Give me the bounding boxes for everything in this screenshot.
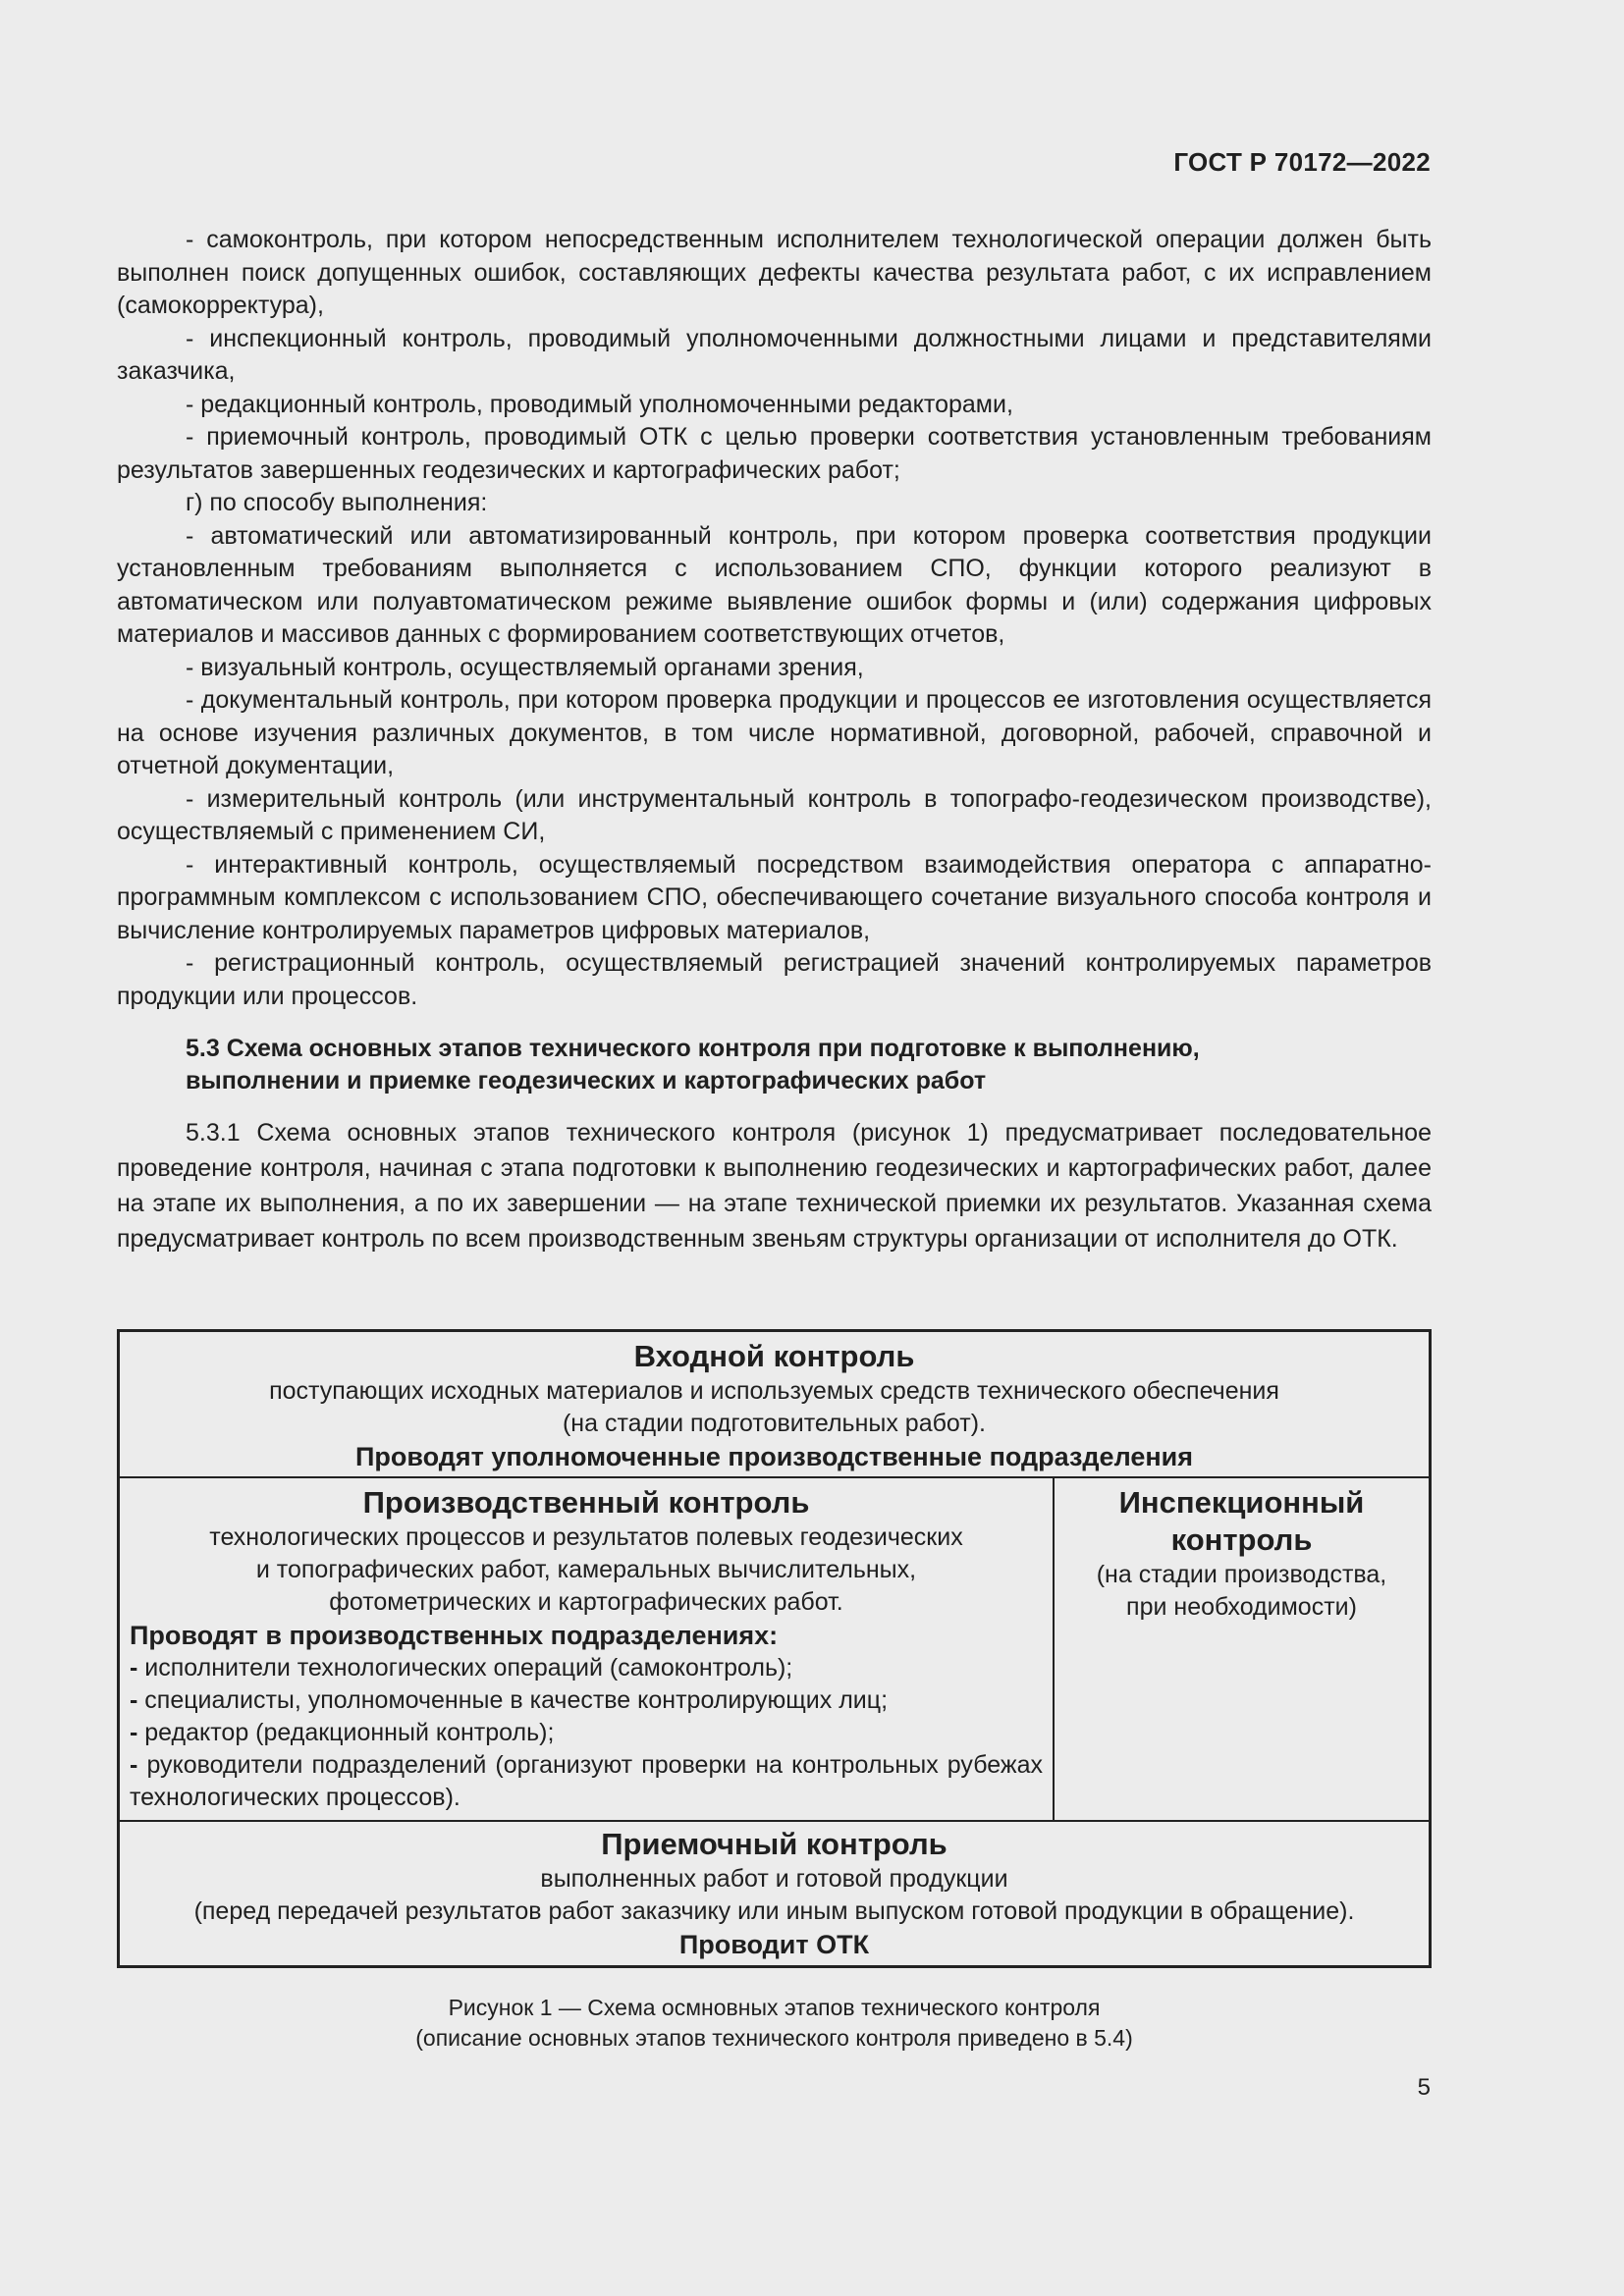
block-title: Входной контроль xyxy=(633,1339,915,1373)
block-title: контроль xyxy=(1170,1522,1313,1557)
body-text xyxy=(117,224,1432,1256)
block-text: при необходимости) xyxy=(1126,1593,1357,1621)
paragraph: - автоматический или автоматизированный контроль, при котором проверка соответствия продукции установленным требованиям выполняется с использованием СПО, функции которого реализуют в автоматическом или полуавтоматическом режиме выявление ошибок формы и (или) содержания цифровых материалов и массивов данных с формированием соответствующих отчетов, xyxy=(117,521,1432,648)
control-scheme-figure xyxy=(117,1329,1432,1968)
list-item: - редактор (редакционный контроль); xyxy=(130,1719,555,1746)
block-title: Приемочный контроль xyxy=(601,1827,947,1861)
middle-row xyxy=(120,1478,1429,1822)
block-title: Производственный контроль xyxy=(362,1485,810,1520)
paragraph: - интерактивный контроль, осуществляемый посредством взаимодействия оператора с аппаратно-программным комплексом с использованием СПО, обеспечивающего сочетание визуального способа контроля и вычисление контролируемых параметров цифровых материалов, xyxy=(117,850,1432,944)
paragraph: - регистрационный контроль, осуществляемый регистрацией значений контролируемых параметров продукции или процессов. xyxy=(117,949,1432,1010)
paragraph: 5.3.1 Схема основных этапов технического контроля (рисунок 1) предусматривает последовательное проведение контроля, начиная с этапа подготовки к выполнению геодезических и картографических работ, далее на этапе их выполнения, а по их завершении — на этапе технической приемки их результатов. Указанная схема предусматривает контроль по всем производственным звеньям структуры организации от исполнителя до ОТК. xyxy=(117,1119,1432,1253)
input-control-block xyxy=(120,1332,1429,1478)
caption-line: (описание основных этапов технического контроля приведено в 5.4) xyxy=(415,2025,1133,2051)
section-heading-line: выполнении и приемке геодезических и картографических работ xyxy=(186,1067,987,1095)
paragraph: - визуальный контроль, осуществляемый органами зрения, xyxy=(186,653,864,681)
paragraph: - измерительный контроль (или инструментальный контроль в топографо-геодезическом производстве), осуществляемый с применением СИ, xyxy=(117,784,1432,845)
block-text: фотометрических и картографических работ. xyxy=(329,1588,843,1616)
block-text: выполненных работ и готовой продукции xyxy=(540,1865,1008,1893)
list-item: - специалисты, уполномоченные в качестве контролирующих лиц; xyxy=(130,1686,889,1714)
block-text: технологических процессов и результатов полевых геодезических xyxy=(209,1523,963,1551)
block-text: и топографических работ, камеральных вычислительных, xyxy=(255,1556,917,1583)
block-bold: Проводят уполномоченные производственные подразделения xyxy=(354,1442,1194,1471)
page-number: 5 xyxy=(1417,2074,1431,2101)
production-control-block xyxy=(120,1478,1055,1820)
paragraph: - самоконтроль, при котором непосредственным исполнителем технологической операции должен быть выполнен поиск допущенных ошибок, составляющих дефекты качества результата работ, с их исправлением (самокорректура), xyxy=(117,226,1432,319)
inspection-control-block xyxy=(1055,1478,1429,1820)
paragraph: г) по способу выполнения: xyxy=(186,489,488,516)
paragraph: - документальный контроль, при котором проверка продукции и процессов ее изготовления осуществляется на основе изучения различных документов, в том числе нормативной, договорной, рабочей, справочной и отчетной документации, xyxy=(117,686,1432,779)
block-bold: Проводит ОТК xyxy=(678,1930,870,1959)
block-text: поступающих исходных материалов и используемых средств технического обеспечения xyxy=(269,1377,1279,1405)
figure-caption xyxy=(117,1993,1432,2054)
block-text: (на стадии производства, xyxy=(1096,1561,1387,1588)
acceptance-control-block xyxy=(120,1822,1429,1965)
block-bold: Проводят в производственных подразделениях: xyxy=(130,1621,779,1650)
paragraph: - редакционный контроль, проводимый уполномоченными редакторами, xyxy=(186,390,1013,418)
list-item: - руководители подразделений (организуют проверки на контрольных рубежах технологических процессов). xyxy=(130,1751,1043,1811)
document-id: ГОСТ Р 70172—2022 xyxy=(1173,147,1431,177)
section-heading xyxy=(117,1033,1432,1097)
list-item: - исполнители технологических операций (самоконтроль); xyxy=(130,1654,793,1682)
block-title: Инспекционный xyxy=(1118,1485,1365,1520)
block-text: (на стадии подготовительных работ). xyxy=(562,1410,987,1437)
paragraph: - инспекционный контроль, проводимый уполномоченными должностными лицами и представителями заказчика, xyxy=(117,324,1432,385)
paragraph: - приемочный контроль, проводимый ОТК с целью проверки соответствия установленным требованиям результатов завершенных геодезических и картографических работ; xyxy=(117,423,1432,484)
caption-line: Рисунок 1 — Схема осмновных этапов технического контроля xyxy=(448,1995,1101,2020)
block-text: (перед передачей результатов работ заказчику или иным выпуском готовой продукции в обращение). xyxy=(193,1897,1355,1925)
section-heading-line: 5.3 Схема основных этапов технического контроля при подготовке к выполнению, xyxy=(186,1035,1200,1062)
